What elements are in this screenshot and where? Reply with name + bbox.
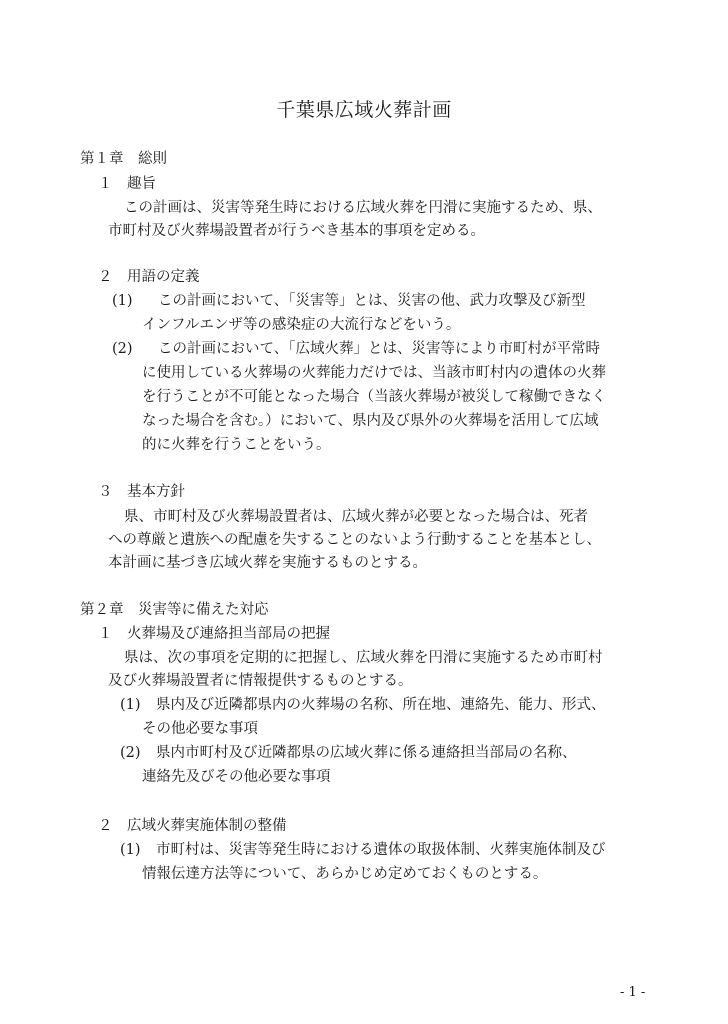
item-number: (2) (120, 745, 141, 761)
item-number: (2) (112, 341, 133, 357)
section-2-1-paragraph-line: 及び火葬場設置者に情報提供するものとする。 (108, 673, 413, 689)
item-line: 連絡先及びその他必要な事項 (142, 769, 331, 785)
section-1-3-heading: ３ 基本方針 (98, 484, 185, 500)
page-number: - 1 - (620, 985, 646, 1000)
item-number: (1) (120, 697, 141, 713)
item-line: なった場合を含む。）において、県内及び県外の火葬場を活用して広域 (142, 413, 599, 429)
section-1-3-paragraph-line: 本計画に基づき広域火葬を実施するものとする。 (108, 555, 427, 571)
section-1-2-heading: ２ 用語の定義 (98, 269, 200, 285)
item-line: を行うことが不可能となった場合（当該火葬場が被災して稼働できなく (142, 389, 606, 405)
section-2-1-paragraph-line: 県は、次の事項を定期的に把握し、広域火葬を円滑に実施するため市町村 (124, 650, 603, 666)
chapter-1-heading: 第１章 総則 (80, 151, 167, 167)
section-1-3-paragraph-line: 県、市町村及び火葬場設置者は、広域火葬が必要となった場合は、死者 (124, 509, 588, 525)
item-line: 市町村は、災害等発生時における遺体の取扱体制、火葬実施体制及び (156, 842, 606, 858)
item-line: この計画において、「広域火葬」とは、災害等により市町村が平常時 (158, 341, 600, 357)
section-2-2-heading: ２ 広域火葬実施体制の整備 (98, 818, 287, 834)
item-line: インフルエンザ等の感染症の大流行などをいう。 (142, 317, 461, 333)
item-line: この計画において、「災害等」とは、災害の他、武力攻撃及び新型 (158, 293, 586, 309)
chapter-2-heading: 第２章 災害等に備えた対応 (80, 602, 269, 618)
item-line: 情報伝達方法等について、あらかじめ定めておくものとする。 (142, 866, 548, 882)
section-1-1-heading: １ 趣旨 (98, 176, 156, 192)
section-1-3-paragraph-line: への尊厳と遺族への配慮を失することのないよう行動することを基本とし、 (108, 532, 601, 548)
item-line: 県内及び近隣都県内の火葬場の名称、所在地、連絡先、能力、形式、 (156, 697, 606, 713)
section-2-1-heading: １ 火葬場及び連絡担当部局の把握 (98, 626, 330, 642)
item-number: (1) (112, 293, 133, 309)
item-line: 的に火葬を行うことをいう。 (142, 437, 331, 453)
section-1-1-paragraph-line: この計画は、災害等発生時における広域火葬を円滑に実施するため、県、 (124, 200, 602, 216)
section-1-1-paragraph-line: 市町村及び火葬場設置者が行うべき基本的事項を定める。 (108, 223, 485, 239)
item-line: に使用している火葬場の火葬能力だけでは、当該市町村内の遺体の火葬 (142, 365, 606, 381)
document-title: 千葉県広域火葬計画 (276, 99, 452, 121)
item-line: 県内市町村及び近隣都県の広域火葬に係る連絡担当部局の名称、 (156, 745, 577, 761)
item-number: (1) (120, 842, 141, 858)
item-line: その他必要な事項 (142, 721, 258, 737)
